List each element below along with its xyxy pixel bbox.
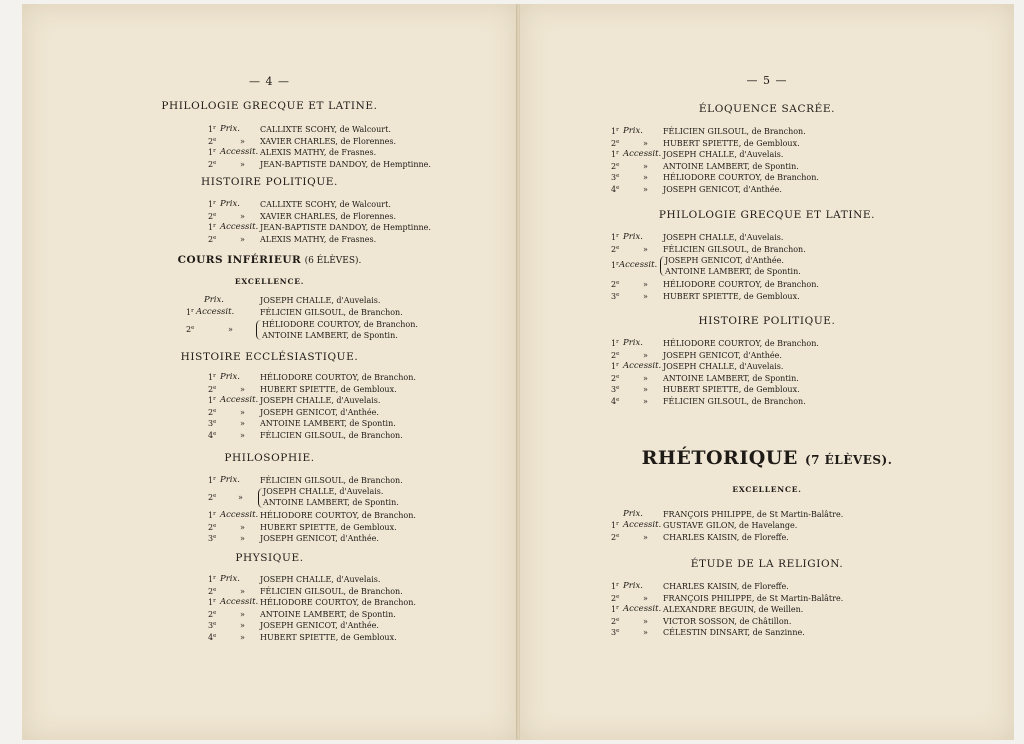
section-title: PHILOSOPHIE. bbox=[224, 452, 315, 464]
rank: 2e bbox=[208, 609, 217, 619]
section-title: ÉTUDE DE LA RELIGION. bbox=[690, 558, 844, 570]
prize-label: Prix. bbox=[220, 372, 240, 382]
laureate-name: FÉLICIEN GILSOUL, de Branchon. bbox=[260, 476, 403, 485]
ditto-mark: » bbox=[643, 291, 648, 301]
laureate-name: HÉLIODORE COURTOY, de Branchon. bbox=[663, 280, 819, 289]
rank: 1$^r$ bbox=[208, 223, 216, 232]
entry-row bbox=[208, 475, 508, 486]
rank: 1$^r$ bbox=[611, 339, 619, 348]
entry-row bbox=[208, 211, 517, 222]
rank: 3e bbox=[611, 385, 620, 394]
page-number: — 4 — bbox=[249, 75, 290, 88]
rank: 1$^r$ bbox=[611, 605, 619, 614]
laureate-name: HUBERT SPIETTE, de Gembloux. bbox=[663, 138, 800, 148]
laureate-name: VICTOR SOSSON, de Châtillon. bbox=[663, 616, 792, 626]
laureate-name: FÉLICIEN GILSOUL, de Branchon. bbox=[260, 308, 403, 317]
laureate-name: HUBERT SPIETTE, de Gembloux. bbox=[260, 522, 397, 532]
laureate-name: HÉLIODORE COURTOY, de Branchon. bbox=[260, 511, 416, 520]
entry-row bbox=[208, 136, 517, 147]
laureate-name: JOSEPH GENICOT, d'Anthée. bbox=[260, 534, 379, 543]
rank: 2e bbox=[208, 586, 217, 596]
rank: 2e bbox=[208, 384, 217, 394]
ditto-mark: » bbox=[240, 534, 245, 543]
group-rank: 1$^r$ bbox=[611, 261, 619, 270]
section-title: HISTOIRE POLITIQUE. bbox=[201, 176, 338, 188]
section-title: PHILOLOGIE GRECQUE ET LATINE. bbox=[658, 209, 876, 221]
rhetorique-title: RHÉTORIQUE bbox=[641, 447, 798, 469]
entry-row bbox=[611, 338, 991, 349]
entry-row bbox=[208, 597, 517, 608]
laureate-name: ANTOINE LAMBERT, de Spontin. bbox=[260, 419, 396, 428]
rank: 2e bbox=[611, 350, 620, 360]
laureate-name: HUBERT SPIETTE, de Gembloux. bbox=[260, 632, 397, 642]
entry-row bbox=[611, 581, 991, 592]
laureate-name: CALLIXTE SCOHY, de Walcourt. bbox=[260, 125, 391, 134]
laureate-name: JOSEPH GENICOT, d'Anthée. bbox=[260, 407, 379, 417]
laureate-name: JOSEPH GENICOT, d'Anthée. bbox=[665, 256, 784, 265]
entry-row bbox=[611, 126, 991, 137]
prize-label: Accessit. bbox=[220, 395, 259, 405]
ditto-mark: » bbox=[643, 280, 648, 289]
entry-row bbox=[208, 510, 517, 521]
entry-row bbox=[611, 350, 991, 361]
laureate-name: HÉLIODORE COURTOY, de Branchon. bbox=[663, 339, 819, 348]
ditto-mark: » bbox=[240, 159, 245, 169]
laureate-name: FÉLICIEN GILSOUL, de Branchon. bbox=[663, 127, 806, 136]
laureate-name: ANTOINE LAMBERT, de Spontin. bbox=[263, 498, 399, 507]
rank: 2e bbox=[611, 616, 620, 626]
prize-label: Accessit. bbox=[623, 149, 662, 159]
rank: 4e bbox=[611, 184, 620, 194]
rank: 2e bbox=[611, 161, 620, 171]
entry-row bbox=[611, 172, 991, 183]
rank: 2e bbox=[208, 234, 217, 244]
entry-row bbox=[208, 632, 517, 643]
entry-row bbox=[611, 509, 991, 520]
group-rank: 2e bbox=[208, 493, 217, 502]
entry-row bbox=[611, 138, 991, 149]
laureate-name: JOSEPH CHALLE, d'Auvelais. bbox=[663, 150, 784, 159]
prize-label: Prix. bbox=[220, 475, 240, 485]
entry-row bbox=[611, 361, 991, 372]
rank: 2e bbox=[208, 211, 217, 221]
rank: 3e bbox=[208, 621, 217, 630]
entry-row bbox=[611, 384, 991, 395]
entry-row bbox=[208, 147, 517, 158]
entry-row bbox=[611, 184, 991, 195]
entry-row bbox=[611, 627, 991, 638]
rank: 3e bbox=[208, 534, 217, 543]
laureate-name: HÉLIODORE COURTOY, de Branchon. bbox=[260, 598, 416, 607]
rank: 1$^r$ bbox=[611, 127, 619, 136]
entry-row bbox=[611, 244, 991, 255]
prize-label: Prix. bbox=[623, 232, 643, 242]
rank: 2e bbox=[208, 159, 217, 169]
ditto-mark: » bbox=[240, 384, 245, 394]
cours-title: COURS INFÉRIEUR bbox=[177, 254, 302, 266]
ditto-mark: » bbox=[240, 621, 245, 630]
ditto-mark: » bbox=[643, 385, 648, 394]
entry-row bbox=[208, 522, 517, 533]
cours-inferieur-heading bbox=[22, 254, 517, 266]
entry-row bbox=[208, 222, 517, 233]
entry-row bbox=[611, 593, 991, 604]
rank: 1$^r$ bbox=[208, 575, 216, 584]
prize-label: Accessit. bbox=[196, 307, 235, 317]
rank: 1$^r$ bbox=[611, 582, 619, 591]
section-title: PHILOLOGIE GRECQUE ET LATINE. bbox=[161, 100, 378, 112]
entry-row bbox=[208, 586, 517, 597]
prize-label: Accessit. bbox=[220, 147, 259, 157]
laureate-name: ALEXIS MATHY, de Frasnes. bbox=[260, 234, 377, 244]
laureate-name: JOSEPH CHALLE, d'Auvelais. bbox=[260, 396, 381, 405]
laureate-name: GUSTAVE GILON, de Havelange. bbox=[663, 521, 798, 530]
prize-label: Accessit. bbox=[220, 222, 259, 232]
laureate-name: HÉLIODORE COURTOY, de Branchon. bbox=[260, 373, 416, 382]
laureate-name: ANTOINE LAMBERT, de Spontin. bbox=[665, 267, 801, 276]
ditto-mark: » bbox=[643, 244, 648, 254]
ditto-mark: » bbox=[228, 325, 233, 334]
ditto-mark: » bbox=[643, 628, 648, 637]
rank: 3e bbox=[611, 173, 620, 182]
laureate-name: FRANÇOIS PHILIPPE, de St Martin-Balâtre. bbox=[663, 593, 844, 603]
prize-label: Accessit. bbox=[623, 520, 662, 530]
entry-row bbox=[611, 149, 991, 160]
laureate-name: JOSEPH CHALLE, d'Auvelais. bbox=[263, 487, 384, 496]
laureate-name: CÉLESTIN DINSART, de Sanzinne. bbox=[663, 628, 805, 637]
laureate-name: JOSEPH GENICOT, d'Anthée. bbox=[260, 621, 379, 630]
laureate-name: HUBERT SPIETTE, de Gembloux. bbox=[260, 384, 397, 394]
rank: 3e bbox=[611, 291, 620, 301]
entry-row bbox=[611, 532, 991, 543]
cours-count: (6 ÉLÈVES). bbox=[304, 256, 362, 266]
rank: 1$^r$ bbox=[611, 150, 619, 159]
laureate-name: JEAN-BAPTISTE DANDOY, de Hemptinne. bbox=[260, 223, 431, 232]
laureate-name: JOSEPH CHALLE, d'Auvelais. bbox=[663, 362, 784, 371]
ditto-mark: » bbox=[240, 136, 245, 146]
laureate-name: FÉLICIEN GILSOUL, de Branchon. bbox=[663, 396, 806, 406]
entry-row bbox=[611, 604, 991, 615]
entry-row bbox=[208, 533, 517, 544]
section-title: HISTOIRE POLITIQUE. bbox=[698, 315, 836, 327]
laureate-name: HUBERT SPIETTE, de Gembloux. bbox=[663, 291, 800, 301]
prize-label: Prix. bbox=[623, 338, 643, 348]
rank: 3e bbox=[611, 628, 620, 637]
ditto-mark: » bbox=[240, 419, 245, 428]
rank: 1$^r$ bbox=[208, 373, 216, 382]
rank: 1$^r$ bbox=[208, 598, 216, 607]
ditto-mark: » bbox=[240, 632, 245, 642]
laureate-name: ANTOINE LAMBERT, de Spontin. bbox=[262, 331, 398, 340]
brace bbox=[256, 320, 261, 340]
ditto-mark: » bbox=[240, 586, 245, 596]
entry-row bbox=[208, 609, 517, 620]
prize-label: Accessit. bbox=[220, 510, 259, 520]
rank: 2e bbox=[611, 532, 620, 542]
laureate-name: JOSEPH CHALLE, d'Auvelais. bbox=[663, 233, 784, 242]
rank: 4e bbox=[208, 632, 217, 642]
rank: 1$^r$ bbox=[208, 148, 216, 157]
laureate-name: HUBERT SPIETTE, de Gembloux. bbox=[663, 385, 800, 394]
rank: 2e bbox=[611, 593, 620, 603]
laureate-name: ANTOINE LAMBERT, de Spontin. bbox=[260, 609, 396, 619]
laureate-name: JOSEPH CHALLE, d'Auvelais. bbox=[260, 296, 381, 305]
ditto-mark: » bbox=[240, 407, 245, 417]
ditto-mark: » bbox=[643, 396, 648, 406]
entry-row bbox=[208, 395, 517, 406]
ditto-mark: » bbox=[240, 522, 245, 532]
rank: 1$^r$ bbox=[611, 233, 619, 242]
ditto-mark: » bbox=[643, 616, 648, 626]
laureate-name: JEAN-BAPTISTE DANDOY, de Hemptinne. bbox=[260, 159, 431, 169]
laureate-name: CALLIXTE SCOHY, de Walcourt. bbox=[260, 200, 391, 209]
entry-row bbox=[208, 574, 517, 585]
rank: 2e bbox=[208, 136, 217, 146]
entry-row bbox=[208, 234, 517, 245]
laureate-name: FÉLICIEN GILSOUL, de Branchon. bbox=[260, 586, 403, 596]
rank: 1$^r$ bbox=[208, 511, 216, 520]
rank: 1$^r$ bbox=[208, 476, 216, 485]
laureate-name: ALEXIS MATHY, de Frasnes. bbox=[260, 148, 377, 157]
rhetorique-heading bbox=[520, 447, 1014, 469]
ditto-mark: » bbox=[643, 184, 648, 194]
ditto-mark: » bbox=[643, 532, 648, 542]
prize-label: Prix. bbox=[220, 574, 240, 584]
entry-row bbox=[208, 430, 517, 441]
entry-row bbox=[611, 291, 991, 302]
entry-row bbox=[208, 199, 517, 210]
rank: 1$^r$ bbox=[208, 396, 216, 405]
ditto-mark: » bbox=[240, 211, 245, 221]
rank: 4e bbox=[611, 396, 620, 406]
sub-title: EXCELLENCE. bbox=[234, 277, 305, 286]
entry-row bbox=[611, 396, 991, 407]
entry-row bbox=[208, 124, 517, 135]
rank: 1$^r$ bbox=[208, 200, 216, 209]
laureate-name: JOSEPH GENICOT, d'Anthée. bbox=[663, 184, 782, 194]
prize-label: Accessit. bbox=[220, 597, 259, 607]
laureate-name: CHARLES KAISIN, de Floreffe. bbox=[663, 582, 789, 591]
ditto-mark: » bbox=[240, 234, 245, 244]
laureate-name: XAVIER CHARLES, de Florennes. bbox=[260, 136, 397, 146]
prize-label: Prix. bbox=[623, 581, 643, 591]
rank: 1$^r$ bbox=[208, 125, 216, 134]
laureate-name: HÉLIODORE COURTOY, de Branchon. bbox=[262, 320, 418, 329]
rank: 1$^r$ bbox=[611, 521, 619, 530]
rank: 1$^r$ bbox=[186, 308, 194, 317]
ditto-mark: » bbox=[240, 430, 245, 440]
entry-row bbox=[611, 373, 991, 384]
laureate-name: JOSEPH CHALLE, d'Auvelais. bbox=[260, 575, 381, 584]
prize-label: Accessit. bbox=[623, 361, 662, 371]
entry-row bbox=[204, 295, 508, 306]
section-title: PHYSIQUE. bbox=[235, 552, 304, 564]
ditto-mark: » bbox=[643, 373, 648, 383]
entry-row bbox=[208, 384, 517, 395]
sub-title: EXCELLENCE. bbox=[732, 485, 802, 494]
ditto-mark: » bbox=[643, 173, 648, 182]
ditto-mark: » bbox=[643, 161, 648, 171]
laureate-name: JOSEPH GENICOT, d'Anthée. bbox=[663, 350, 782, 360]
entry-row bbox=[611, 520, 991, 531]
entry-row bbox=[208, 159, 517, 170]
entry-row bbox=[208, 407, 517, 418]
laureate-name: HÉLIODORE COURTOY, de Branchon. bbox=[663, 173, 819, 182]
laureate-name: FRANÇOIS PHILIPPE, de St Martin-Balâtre. bbox=[663, 510, 844, 519]
entry-row bbox=[611, 232, 991, 243]
rank: 2e bbox=[208, 522, 217, 532]
prize-label: Prix. bbox=[623, 126, 643, 136]
rank: 2e bbox=[208, 407, 217, 417]
page-number: — 5 — bbox=[746, 74, 788, 87]
prize-label: Prix. bbox=[220, 199, 240, 209]
ditto-mark: » bbox=[240, 609, 245, 619]
section-title: HISTOIRE ECCLÉSIASTIQUE. bbox=[180, 351, 359, 363]
prize-label: Accessit. bbox=[623, 604, 662, 614]
ditto-mark: » bbox=[643, 138, 648, 148]
rhetorique-count: (7 ÉLÈVES). bbox=[804, 453, 893, 467]
rank: 2e bbox=[611, 244, 620, 254]
laureate-name: FÉLICIEN GILSOUL, de Branchon. bbox=[260, 430, 403, 440]
entry-row bbox=[208, 620, 517, 631]
group-rank: 2e bbox=[186, 325, 195, 334]
laureate-name: XAVIER CHARLES, de Florennes. bbox=[260, 211, 397, 221]
entry-row bbox=[611, 161, 991, 172]
rank: 4e bbox=[208, 430, 217, 440]
entry-row bbox=[611, 616, 991, 627]
rank: 1$^r$ bbox=[611, 362, 619, 371]
prize-label: Prix. bbox=[204, 295, 224, 305]
laureate-name: ALEXANDRE BEGUIN, de Weillen. bbox=[663, 605, 804, 614]
entry-row bbox=[208, 372, 517, 383]
rank: 2e bbox=[611, 138, 620, 148]
entry-row bbox=[611, 279, 991, 290]
laureate-name: FÉLICIEN GILSOUL, de Branchon. bbox=[663, 244, 806, 254]
prize-label: Prix. bbox=[623, 509, 643, 519]
left-page bbox=[22, 4, 517, 740]
rank: 2e bbox=[611, 373, 620, 383]
ditto-mark: » bbox=[238, 493, 243, 502]
section-title: ÉLOQUENCE SACRÉE. bbox=[698, 103, 836, 115]
prize-label: Accessit. bbox=[619, 260, 658, 270]
ditto-mark: » bbox=[643, 350, 648, 360]
laureate-name: ANTOINE LAMBERT, de Spontin. bbox=[663, 161, 799, 171]
rank: 2e bbox=[611, 280, 620, 289]
ditto-mark: » bbox=[643, 593, 648, 603]
laureate-name: ANTOINE LAMBERT, de Spontin. bbox=[663, 373, 799, 383]
prize-label: Prix. bbox=[220, 124, 240, 134]
entry-row bbox=[186, 307, 506, 318]
rank: 3e bbox=[208, 419, 217, 428]
right-page bbox=[520, 4, 1014, 740]
entry-row bbox=[208, 418, 517, 429]
laureate-name: CHARLES KAISIN, de Floreffe. bbox=[663, 532, 789, 542]
